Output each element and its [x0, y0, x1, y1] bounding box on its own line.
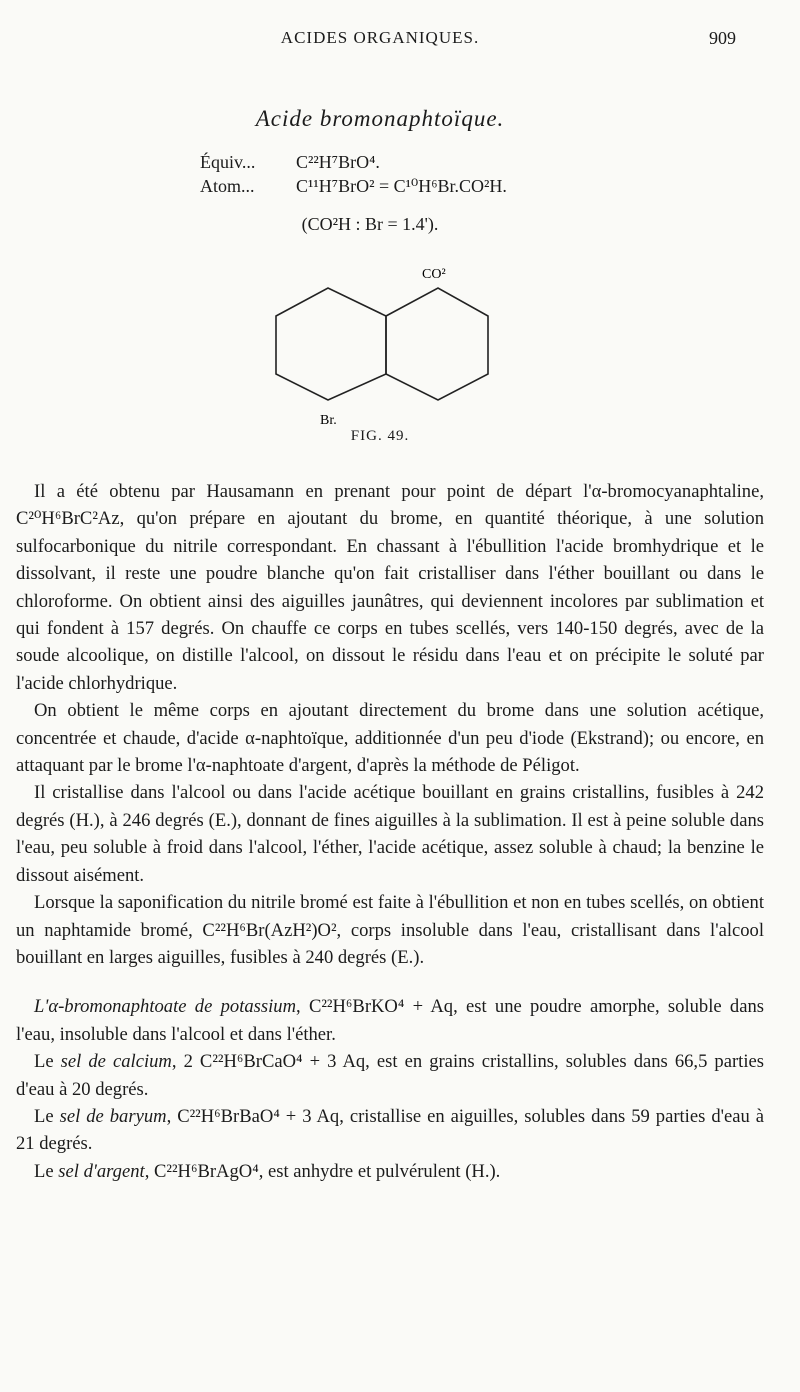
formula-block: [200, 150, 507, 198]
body-text: [16, 478, 764, 1185]
left-ring: [276, 288, 386, 400]
paragraph-naphtamide: Lorsque la saponification du nitrile bromé est faite à l'ébullition et non en tubes scellés, on obtient un naphtamide bromé, C²²H⁶Br(AzH²)O², corps insoluble dans l'eau, cristallisant dans l'alcool bouillant en larges aiguilles, fusibles à 240 degrés (E.).: [16, 892, 764, 968]
salt-baryum-text: , C²²H⁶BrBaO⁴ + 3 Aq, cristallise en aiguilles, solubles dans 59 parties d'eau à 21 degrés.: [16, 1105, 764, 1155]
page-number: 909: [709, 28, 736, 48]
salt-baryum-name: sel de baryum: [59, 1105, 167, 1127]
co2-label: CO²: [422, 267, 446, 282]
salt-argent: [16, 1158, 764, 1185]
salt-potassium-text: , C²²H⁶BrKO⁴ + Aq, est une poudre amorphe, soluble dans l'eau, insoluble dans l'alcool et dans l'éther.: [16, 996, 765, 1045]
equiv-label: Équiv...: [200, 152, 256, 172]
ratio-formula: (CO²H : Br = 1.4').: [301, 214, 439, 234]
salt-calcium-prefix: Le: [34, 1051, 61, 1073]
figure-caption: FIG. 49.: [350, 428, 410, 444]
salt-potassium: [16, 993, 764, 1048]
salt-baryum-prefix: Le: [34, 1105, 60, 1127]
salt-baryum: [16, 1103, 764, 1158]
right-ring: [386, 288, 488, 400]
running-title: ACIDES ORGANIQUES.: [280, 28, 480, 47]
atom-label: Atom...: [200, 176, 255, 196]
salt-calcium-text: , 2 C²²H⁶BrCaO⁴ + 3 Aq, est en grains cristallins, solubles dans 66,5 parties d'eau à 20 degrés.: [16, 1051, 764, 1100]
salt-potassium-name: L'α-bromonaphtoate de potassium: [34, 996, 297, 1018]
section-title: Acide bromonaphtoïque.: [255, 106, 505, 131]
atom-row: [200, 174, 507, 198]
running-head: [0, 28, 800, 52]
equiv-row: [200, 150, 507, 174]
naphthalene-figure: [262, 258, 502, 448]
equiv-value: C²²H⁷BrO⁴.: [296, 152, 380, 172]
salt-argent-prefix: Le: [34, 1160, 59, 1182]
paragraph-alt-method: On obtient le même corps en ajoutant directement du brome dans une solution acétique, concentrée et chaude, d'acide α-naphtoïque, additionnée d'un peu d'iode (Ekstrand); ou encore, en attaquant par le brome l'α-naphtoate d'argent, d'après la méthode de Péligot.: [16, 700, 764, 777]
paragraph-preparation: Il a été obtenu par Hausamann en prenant pour point de départ l'α-bromocyanaphtaline, C²⁰H⁶BrC²Az, qu'on prépare en ajoutant du brome, en quantité théorique, à une solution sulfocarbonique du nitrile correspondant. En chassant à l'ébullition l'acide bromhydrique et le dissolvant, il reste une poudre blanche qu'on fait cristalliser dans l'éther bouillant ou dans le chloroforme. On obtient ainsi des aiguilles jaunâtres, qui deviennent incolores par sublimation et qui fondent à 157 degrés. On chauffe ce corps en tubes scellés, vers 140-150 degrés, avec de la soude alcoolique, on distille l'alcool, on dissout le résidu dans l'eau et on précipite le soluté par l'acide chlorhydrique.: [16, 481, 764, 694]
atom-value: C¹¹H⁷BrO² = C¹⁰H⁶Br.CO²H.: [296, 176, 507, 196]
br-label: Br.: [320, 413, 337, 428]
salt-calcium-name: sel de calcium: [60, 1051, 172, 1073]
salt-calcium: [16, 1048, 764, 1103]
paragraph-properties: Il cristallise dans l'alcool ou dans l'acide acétique bouillant en grains cristallins, fusibles à 242 degrés (H.), à 246 degrés (E.), donnant de fines aiguilles à la sublimation. Il est à peine soluble dans l'eau, peu soluble à froid dans l'alcool, l'éther, l'acide acétique, assez soluble à chaud; la benzine le dissout aisément.: [16, 782, 764, 886]
salt-argent-text: , C²²H⁶BrAgO⁴, est anhydre et pulvérulent (H.).: [144, 1160, 501, 1182]
salt-argent-name: sel d'argent: [58, 1160, 145, 1182]
naphthalene-diagram: [262, 258, 502, 428]
